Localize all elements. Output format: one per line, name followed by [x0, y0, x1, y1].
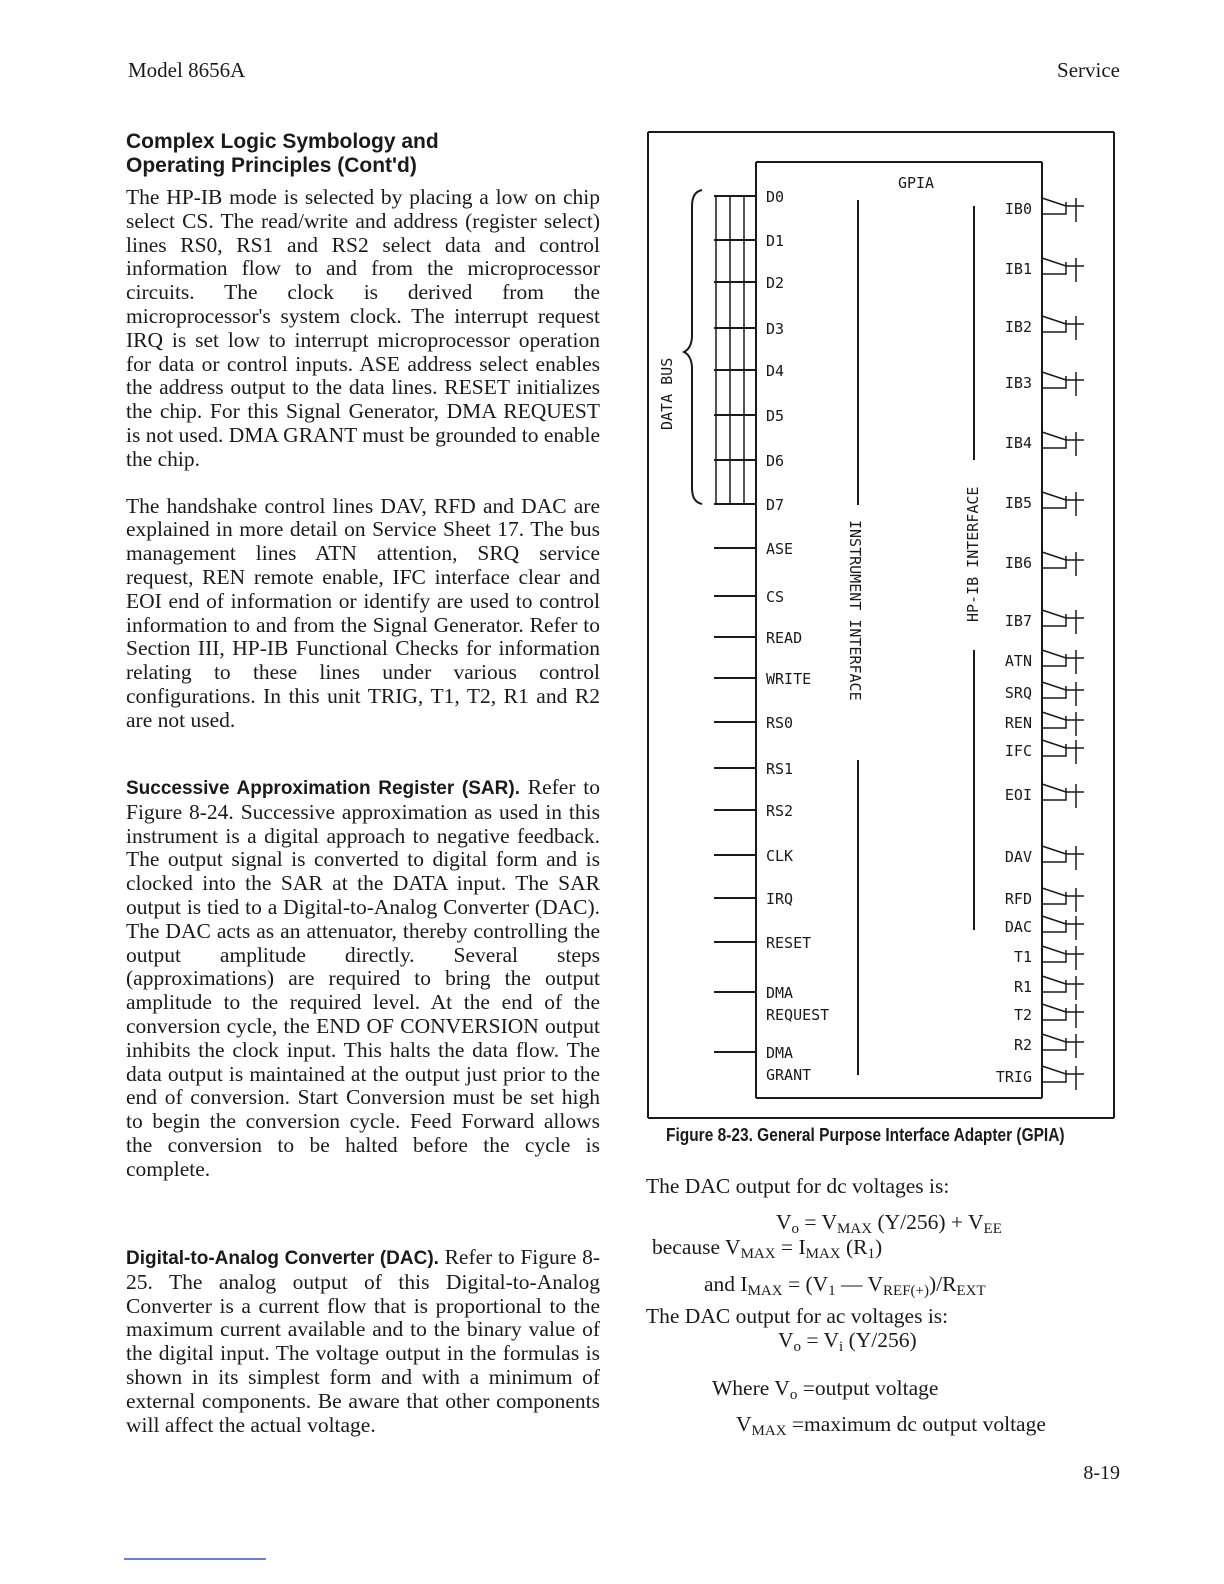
gpia-diagram	[646, 130, 1116, 1120]
ac-intro: The DAC output for ac voltages is:	[646, 1304, 949, 1328]
line-driver-symbol	[1042, 784, 1084, 808]
right-pin-label: T2	[1013, 1006, 1032, 1024]
section-heading-line2: Operating Principles (Cont'd)	[126, 154, 417, 177]
page-number: 8-19	[1083, 1462, 1120, 1484]
diagram-dynamic-layer	[714, 188, 1084, 1090]
paragraph-hpib-mode: The HP-IB mode is selected by placing a low on chip select CS. The read/write and address (register select) lines RS0, RS1 and RS2 select data and control information flow to and from the microprocessor circuits. The clock is derived from the microprocessor's system clock. The interrupt request IRQ is set low to interrupt microprocessor operation for data or control inputs. ASE address select enables the address output to the data lines. RESET initializes the chip. For this Signal Generator, DMA REQUEST is not used. DMA GRANT must be grounded to enable the chip.	[126, 185, 600, 471]
left-pin-label: ASE	[766, 540, 794, 558]
line-driver-symbol	[1042, 846, 1084, 870]
footer-rule	[124, 1558, 266, 1560]
left-pin-label: CLK	[766, 847, 794, 865]
line-driver-symbol	[1042, 650, 1084, 674]
left-pin-label: RS1	[766, 760, 794, 778]
right-pin-label: RFD	[1004, 890, 1032, 908]
right-pin-label: R1	[1013, 978, 1032, 996]
sar-section	[126, 776, 600, 1182]
line-driver-symbol	[1042, 198, 1084, 222]
line-driver-symbol	[1042, 432, 1084, 456]
line-driver-symbol	[1042, 372, 1084, 396]
sar-text: Refer to Figure 8-24. Successive approximation as used in this instrument is a digital approach to negative feedback. The output signal is converted to digital form and is clocked into the SAR at the DATA input. The SAR output is tied to a Digital-to-Analog Converter (DAC). The DAC acts as an attenuator, thereby controlling the output amplitude directly. Several steps (approximations) are required to bring the output amplitude to the required level. At the end of the conversion cycle, the END OF CONVERSION output inhibits the clock input. This halts the data flow. The data output is maintained at the output just prior to the end of conversion. Start Conversion must be set high to begin the conversion cycle. Feed Forward allows the conversion to be halted before the cycle is complete.	[126, 775, 601, 1181]
paragraph-sar	[126, 776, 600, 1182]
formula-vmax: because $V_{MAX} = I_{MAX}$ $(R_1)$	[652, 1235, 883, 1262]
line-driver-symbol	[1042, 740, 1084, 764]
line-driver-symbol	[1042, 610, 1084, 634]
line-driver-symbol	[1042, 1066, 1084, 1090]
left-column-top	[126, 130, 600, 733]
sar-heading: Successive Approximation Register (SAR).	[126, 778, 520, 799]
line-driver-symbol	[1042, 552, 1084, 576]
left-pin-label: DMA	[766, 984, 794, 1002]
right-pin-label: T1	[1013, 948, 1032, 966]
line-driver-symbol	[1042, 712, 1084, 736]
dc-intro: The DAC output for dc voltages is:	[646, 1174, 950, 1198]
right-pin-label: IFC	[1004, 742, 1032, 760]
paragraph-dac	[126, 1246, 600, 1437]
left-pin-label: DMA	[766, 1044, 794, 1062]
header-section: Service	[1057, 58, 1120, 82]
right-pin-label: IB3	[1004, 374, 1032, 392]
where-vmax: $V_{MAX}$ =maximum dc output voltage	[736, 1412, 1046, 1439]
left-pin-label: READ	[766, 629, 803, 647]
line-driver-symbol	[1042, 888, 1084, 912]
left-pin-label: D3	[766, 320, 785, 338]
gpia-chip-title: GPIA	[897, 174, 935, 192]
paragraph-handshake: The handshake control lines DAV, RFD and DAC are explained in more detail on Service Sheet 17. The bus management lines ATN attention, SRQ service request, REN remote enable, IFC interface clear and EOI end of information or identify are used to control information to and from the Signal Generator. Refer to Section III, HP-IB Functional Checks for information relating to these lines under various control configurations. In this unit TRIG, T1, T2, R1 and R2 are not used.	[126, 493, 600, 732]
header-model: Model 8656A	[128, 58, 246, 82]
dac-text: Refer to Figure 8-25. The analog output of this Digital-to-Analog Converter is a current flow that is proportional to the maximum current available and to the binary value of the digital input. The voltage output in the formulas is shown in its simplest form and with a minimum of external components. Be aware that other components will affect the actual voltage.	[126, 1245, 601, 1437]
formula-imax: and $I_{MAX} = (V_1$ — $V_{REF(+)})/R_{EXT}$	[704, 1272, 986, 1299]
left-pin-label: RESET	[766, 934, 812, 952]
left-pin-label: REQUEST	[766, 1006, 830, 1024]
right-pin-label: R2	[1013, 1036, 1032, 1054]
formula-vo-ac: $V_o = V_i$ (Y/256)	[778, 1328, 917, 1355]
right-pin-label: IB6	[1004, 554, 1032, 572]
line-driver-symbol	[1042, 946, 1084, 970]
figure-caption: Figure 8-23. General Purpose Interface Adapter (GPIA)	[666, 1125, 1065, 1145]
left-pin-label: RS0	[766, 714, 794, 732]
line-driver-symbol	[1042, 1004, 1084, 1028]
right-pin-label: EOI	[1004, 786, 1032, 804]
right-pin-label: DAV	[1004, 848, 1032, 866]
dac-heading: Digital-to-Analog Converter (DAC).	[126, 1248, 439, 1269]
right-pin-label: REN	[1004, 714, 1032, 732]
right-pin-label: SRQ	[1004, 684, 1032, 702]
left-pin-label: D7	[766, 496, 785, 514]
line-driver-symbol	[1042, 258, 1084, 282]
line-driver-symbol	[1042, 916, 1084, 940]
left-pin-label: D4	[766, 362, 785, 380]
section-heading-line1: Complex Logic Symbology and	[126, 130, 439, 153]
right-pin-label: IB0	[1004, 200, 1032, 218]
left-pin-label: D5	[766, 407, 785, 425]
dac-section	[126, 1246, 600, 1437]
line-driver-symbol	[1042, 976, 1084, 1000]
left-pin-label: GRANT	[766, 1066, 812, 1084]
instrument-interface-label: INSTRUMENT INTERFACE	[846, 520, 864, 701]
right-pin-label: DAC	[1004, 918, 1032, 936]
right-pin-label: IB4	[1004, 434, 1032, 452]
left-pin-label: IRQ	[766, 890, 794, 908]
right-pin-label: ATN	[1004, 652, 1032, 670]
line-driver-symbol	[1042, 316, 1084, 340]
left-pin-label: D0	[766, 188, 785, 206]
left-pin-label: D2	[766, 274, 785, 292]
right-pin-label: IB1	[1004, 260, 1032, 278]
data-bus-label: DATA BUS	[658, 357, 676, 430]
line-driver-symbol	[1042, 682, 1084, 706]
right-pin-label: IB5	[1004, 494, 1032, 512]
line-driver-symbol	[1042, 1034, 1084, 1058]
where-vo: Where $V_o$ =output voltage	[712, 1376, 939, 1403]
left-pin-label: WRITE	[766, 670, 812, 688]
left-pin-label: D6	[766, 452, 785, 470]
hpib-interface-label: HP-IB INTERFACE	[964, 486, 982, 622]
right-pin-label: TRIG	[995, 1068, 1032, 1086]
line-driver-symbol	[1042, 492, 1084, 516]
left-pin-label: CS	[766, 588, 785, 606]
right-pin-label: IB2	[1004, 318, 1032, 336]
left-pin-label: D1	[766, 232, 785, 250]
gpia-figure	[646, 130, 1116, 1120]
left-pin-label: RS2	[766, 802, 794, 820]
formula-vo: $V_o = V_{MAX}$ $(Y/256) + V_{EE}$	[776, 1210, 1002, 1237]
right-pin-label: IB7	[1004, 612, 1032, 630]
